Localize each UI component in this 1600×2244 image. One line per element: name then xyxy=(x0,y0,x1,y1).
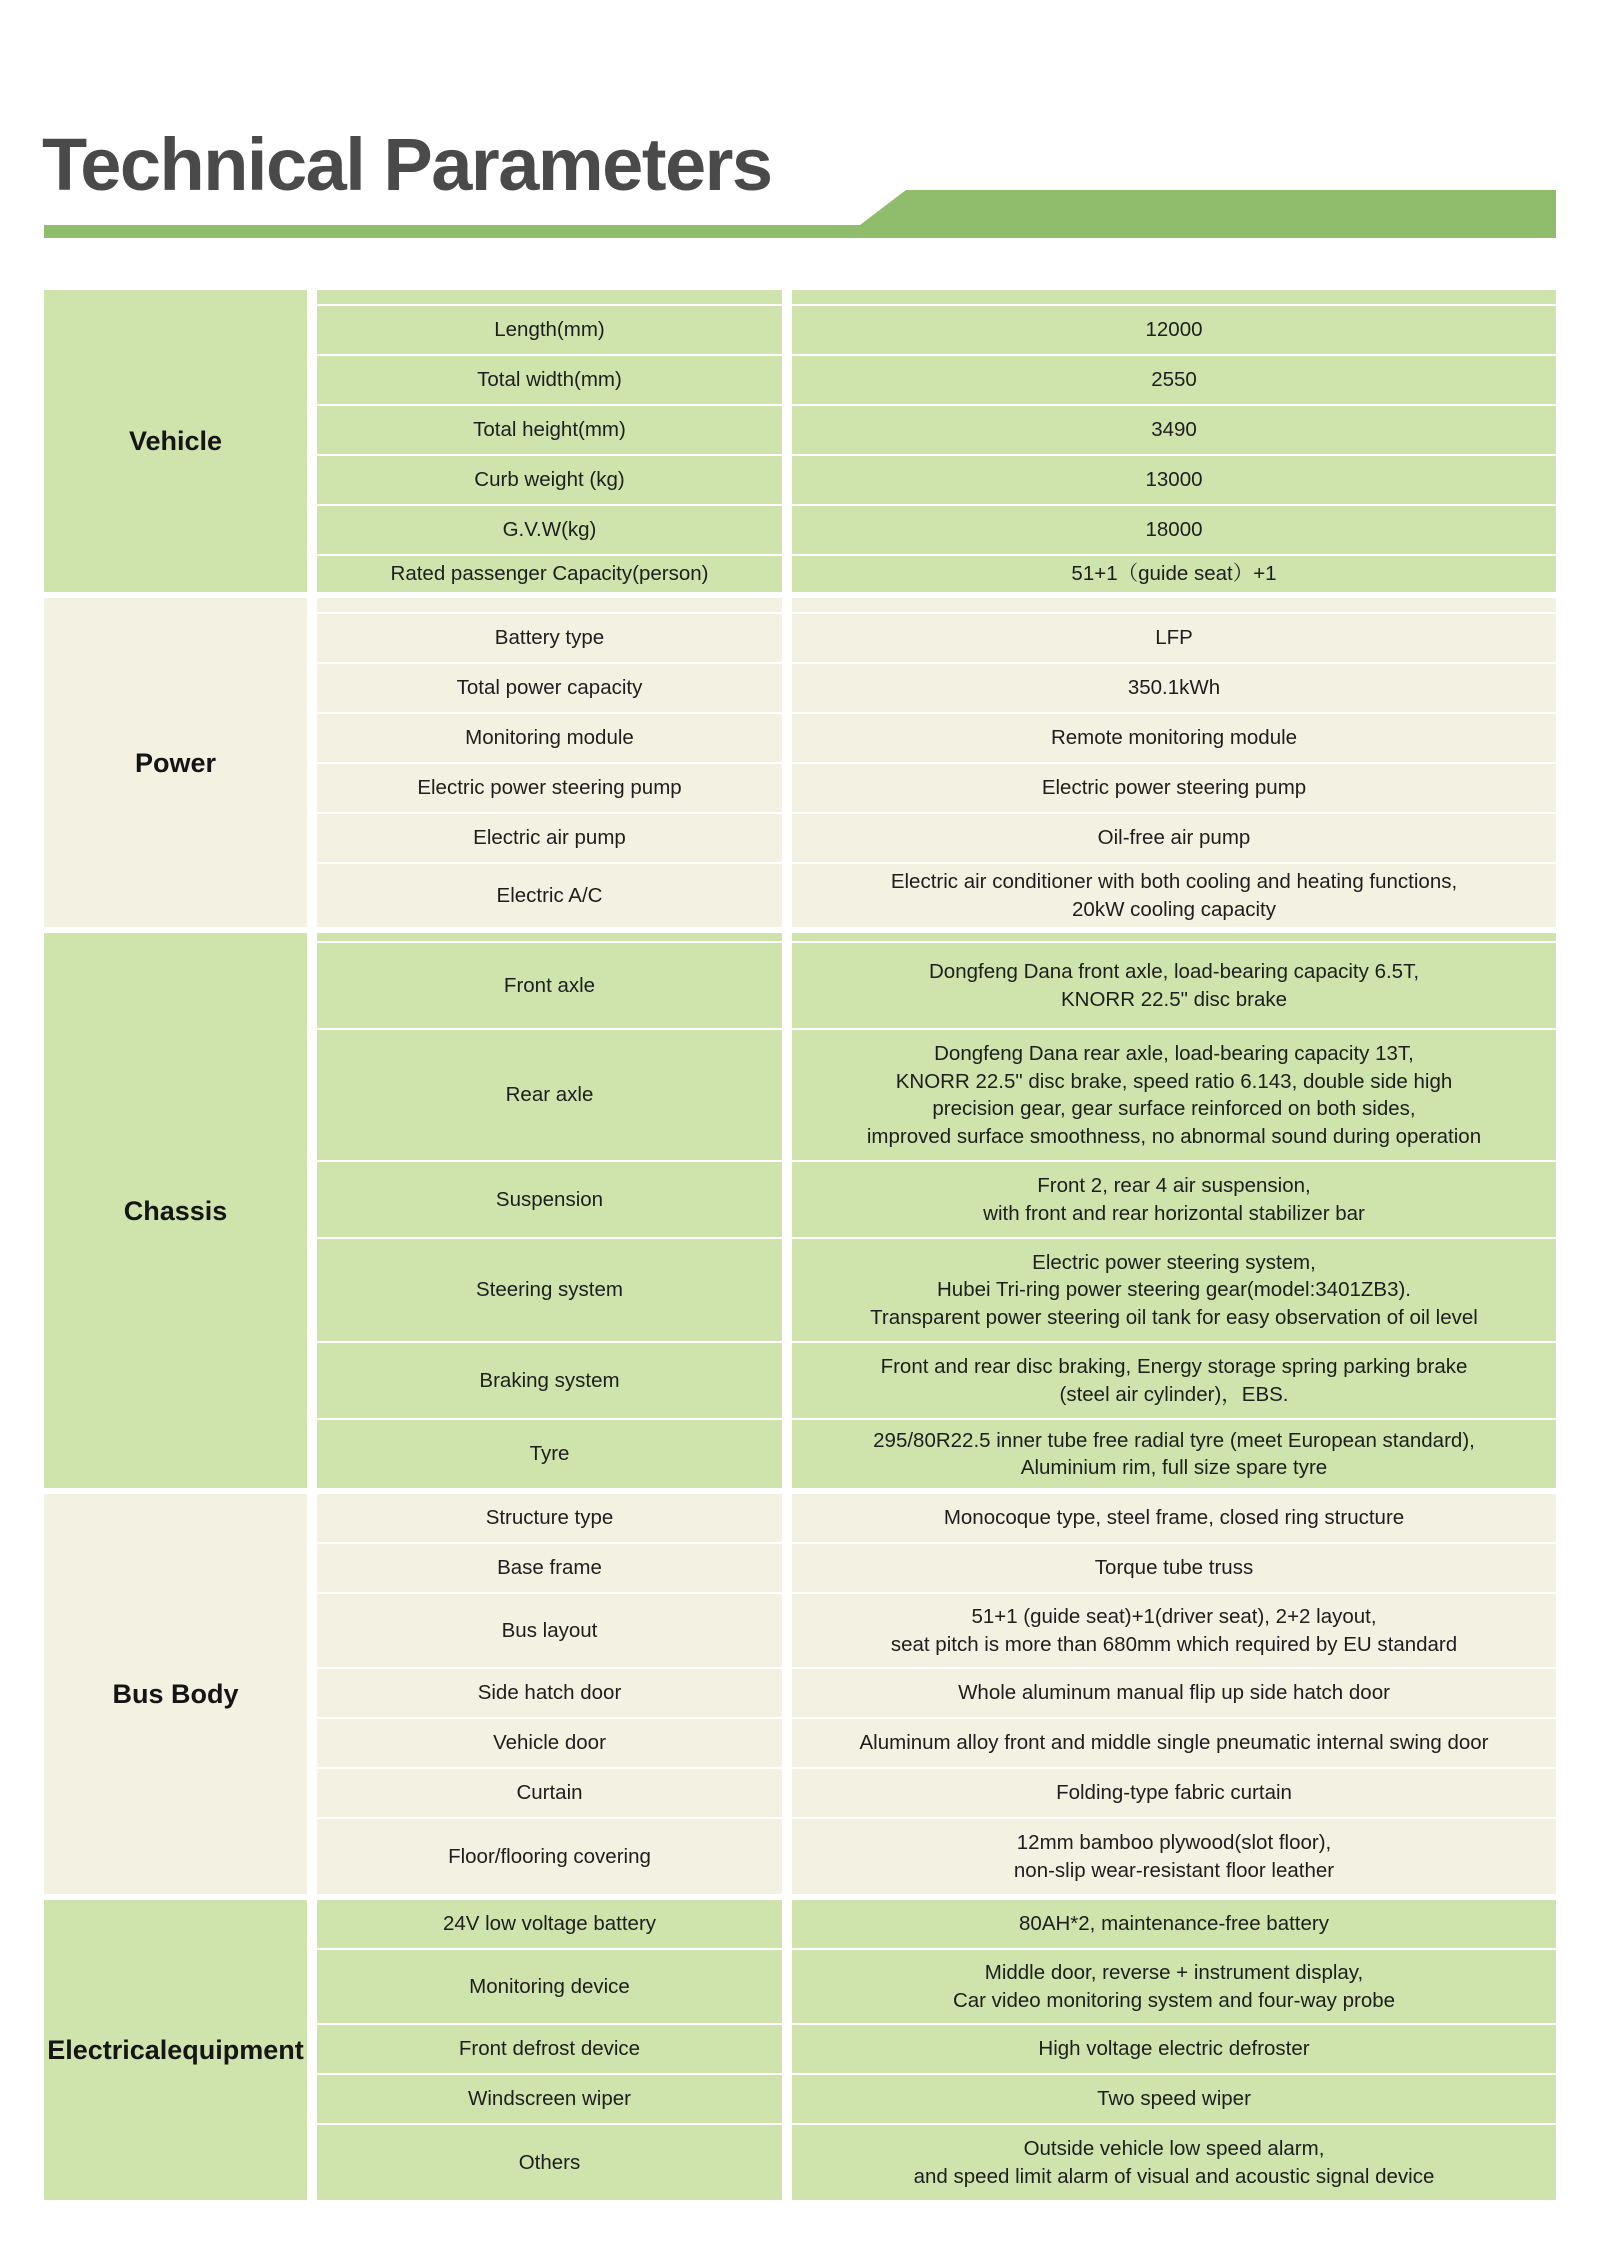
param-value xyxy=(792,356,1556,404)
param-value-line: Front and rear disc braking, Energy storage spring parking brake xyxy=(880,1355,1468,1378)
table-row xyxy=(317,1819,1556,1894)
param-value-line: 51+1（guide seat）+1 xyxy=(1071,562,1277,586)
table-row xyxy=(317,1420,1556,1488)
param-name: Electric A/C xyxy=(317,864,782,927)
table-row xyxy=(317,506,1556,556)
param-name: Structure type xyxy=(317,1494,782,1542)
param-value xyxy=(792,664,1556,712)
param-name: Total height(mm) xyxy=(317,406,782,454)
param-value-line: non-slip wear-resistant floor leather xyxy=(1013,1858,1335,1882)
section-heading xyxy=(44,1900,307,2200)
param-value-line: Electric power steering pump xyxy=(1041,776,1307,800)
section-heading-line: Bus Body xyxy=(112,1679,239,1709)
param-value xyxy=(792,1494,1556,1542)
table-row xyxy=(317,406,1556,456)
param-value-line: Middle door, reverse + instrument display, xyxy=(984,1961,1364,1984)
param-value-line: Transparent power steering oil tank for easy observation of oil level xyxy=(870,1305,1478,1329)
param-name: Bus layout xyxy=(317,1594,782,1667)
param-value-line: KNORR 22.5" disc brake xyxy=(1060,987,1288,1011)
param-value xyxy=(792,1900,1556,1948)
table-row xyxy=(317,943,1556,1030)
param-name: Rear axle xyxy=(317,1030,782,1160)
param-value xyxy=(792,1769,1556,1817)
param-value-line: Front 2, rear 4 air suspension, xyxy=(1037,1174,1311,1197)
title-accent-shape xyxy=(44,190,1556,238)
param-value-line: Aluminum alloy front and middle single pneumatic internal swing door xyxy=(859,1731,1489,1755)
param-value xyxy=(792,814,1556,862)
table-row xyxy=(317,1494,1556,1544)
section-lead-spacer xyxy=(317,933,1556,943)
param-name: Windscreen wiper xyxy=(317,2075,782,2123)
param-value-line: 12000 xyxy=(1145,318,1203,342)
table-row xyxy=(317,1950,1556,2025)
param-value xyxy=(792,764,1556,812)
table-row xyxy=(317,356,1556,406)
param-value xyxy=(792,1162,1556,1237)
title-accent-bar xyxy=(44,190,1556,238)
section-heading-line: equipment xyxy=(167,2035,304,2065)
param-value xyxy=(792,1594,1556,1667)
param-value-line: 12mm bamboo plywood(slot floor), xyxy=(1016,1831,1332,1854)
param-name: Length(mm) xyxy=(317,306,782,354)
param-name: G.V.W(kg) xyxy=(317,506,782,554)
table-row xyxy=(317,1162,1556,1239)
param-value-line: Electric power steering system, xyxy=(1032,1250,1316,1274)
param-value-line: Aluminium rim, full size spare tyre xyxy=(1020,1456,1328,1479)
param-value-line: Remote monitoring module xyxy=(1050,726,1298,750)
param-value-line: Dongfeng Dana rear axle, load-bearing capacity 13T, xyxy=(934,1042,1414,1065)
table-row xyxy=(317,814,1556,864)
param-value xyxy=(792,1343,1556,1418)
param-value-line: Hubei Tri-ring power steering gear(model:3401ZB3). xyxy=(936,1278,1411,1302)
table-row xyxy=(317,2125,1556,2200)
param-value xyxy=(792,614,1556,662)
param-value xyxy=(792,406,1556,454)
table-row xyxy=(317,864,1556,927)
param-value-line: 80AH*2, maintenance-free battery xyxy=(1019,1912,1329,1936)
table-row xyxy=(317,1900,1556,1950)
param-value-line: 51+1 (guide seat)+1(driver seat), 2+2 layout, xyxy=(971,1605,1377,1628)
section-heading xyxy=(44,1494,307,1894)
table-row xyxy=(317,2075,1556,2125)
param-name: Others xyxy=(317,2125,782,2200)
param-value-line: Two speed wiper xyxy=(1097,2087,1251,2111)
param-value-line: 295/80R22.5 inner tube free radial tyre (meet European standard), xyxy=(873,1428,1475,1452)
table-row xyxy=(317,556,1556,592)
param-value xyxy=(792,2125,1556,2200)
param-value-line: 20kW cooling capacity xyxy=(1072,897,1276,921)
spec-table xyxy=(44,290,1556,2206)
param-value-line: High voltage electric defroster xyxy=(1038,2037,1310,2061)
param-value-line: Oil-free air pump xyxy=(1097,826,1251,850)
table-row xyxy=(317,2025,1556,2075)
section-power xyxy=(44,598,1556,927)
param-name: Base frame xyxy=(317,1544,782,1592)
param-value-line: Whole aluminum manual flip up side hatch door xyxy=(958,1681,1390,1705)
param-value-line: 2550 xyxy=(1151,368,1197,392)
section-heading-line: Power xyxy=(134,747,217,778)
param-value xyxy=(792,1239,1556,1341)
param-name: Front axle xyxy=(317,943,782,1028)
page-title: Technical Parameters xyxy=(42,123,772,206)
param-value-line: seat pitch is more than 680mm which required by EU standard xyxy=(890,1632,1458,1656)
table-row xyxy=(317,1769,1556,1819)
table-row xyxy=(317,1343,1556,1420)
param-value xyxy=(792,306,1556,354)
param-value-line: Car video monitoring system and four-way probe xyxy=(952,1988,1396,2012)
param-value-line: (steel air cylinder)，EBS. xyxy=(1059,1382,1289,1406)
param-value-line: LFP xyxy=(1155,626,1193,650)
param-name: Electric power steering pump xyxy=(317,764,782,812)
section-heading xyxy=(44,290,307,592)
param-name: Vehicle door xyxy=(317,1719,782,1767)
param-name: Monitoring module xyxy=(317,714,782,762)
table-row xyxy=(317,306,1556,356)
param-value-line: 13000 xyxy=(1145,468,1203,492)
table-row xyxy=(317,1594,1556,1669)
param-value-line: Monocoque type, steel frame, closed ring structure xyxy=(943,1506,1405,1530)
param-name: Total power capacity xyxy=(317,664,782,712)
param-value-line: Dongfeng Dana front axle, load-bearing capacity 6.5T, xyxy=(928,960,1420,983)
section-vehicle xyxy=(44,290,1556,592)
param-value-line: 350.1kWh xyxy=(1127,676,1221,700)
table-row xyxy=(317,714,1556,764)
param-value xyxy=(792,2075,1556,2123)
param-value xyxy=(792,456,1556,504)
section-lead-spacer xyxy=(317,598,1556,614)
param-value-line: Torque tube truss xyxy=(1094,1556,1254,1580)
param-value-line: KNORR 22.5" disc brake, speed ratio 6.143, double side high xyxy=(895,1069,1453,1093)
param-value xyxy=(792,714,1556,762)
param-name: Floor/flooring covering xyxy=(317,1819,782,1894)
param-value xyxy=(792,1544,1556,1592)
section-electrical-equipment xyxy=(44,1900,1556,2200)
section-heading xyxy=(44,933,307,1488)
param-value xyxy=(792,506,1556,554)
table-row xyxy=(317,1719,1556,1769)
param-value xyxy=(792,1669,1556,1717)
param-name: Curtain xyxy=(317,1769,782,1817)
table-row xyxy=(317,614,1556,664)
param-name: Total width(mm) xyxy=(317,356,782,404)
param-value xyxy=(792,864,1556,927)
param-value xyxy=(792,1030,1556,1160)
section-bus-body xyxy=(44,1494,1556,1894)
param-value-line: and speed limit alarm of visual and acoustic signal device xyxy=(913,2164,1435,2188)
table-row xyxy=(317,1544,1556,1594)
param-value-line: Outside vehicle low speed alarm, xyxy=(1023,2137,1325,2160)
param-name: Battery type xyxy=(317,614,782,662)
param-value xyxy=(792,1420,1556,1488)
section-heading-line: Electrical xyxy=(47,2035,168,2065)
param-name: 24V low voltage battery xyxy=(317,1900,782,1948)
param-value-line: Folding-type fabric curtain xyxy=(1056,1781,1292,1805)
param-name: Braking system xyxy=(317,1343,782,1418)
param-value-line: with front and rear horizontal stabilizer bar xyxy=(983,1201,1365,1225)
param-value xyxy=(792,1719,1556,1767)
section-heading-line: Chassis xyxy=(123,1195,228,1226)
param-name: Rated passenger Capacity(person) xyxy=(317,556,782,592)
param-name: Front defrost device xyxy=(317,2025,782,2073)
section-lead-spacer xyxy=(317,290,1556,306)
param-name: Side hatch door xyxy=(317,1669,782,1717)
param-value-line: 18000 xyxy=(1145,518,1203,542)
table-row xyxy=(317,1669,1556,1719)
param-name: Electric air pump xyxy=(317,814,782,862)
section-chassis xyxy=(44,933,1556,1488)
table-row xyxy=(317,764,1556,814)
param-value xyxy=(792,1950,1556,2023)
param-value-line: Electric air conditioner with both cooling and heating functions, xyxy=(890,870,1458,893)
param-value xyxy=(792,1819,1556,1894)
section-heading xyxy=(44,598,307,927)
param-name: Curb weight (kg) xyxy=(317,456,782,504)
section-heading-line: Vehicle xyxy=(128,426,223,456)
table-row xyxy=(317,1030,1556,1162)
param-name: Suspension xyxy=(317,1162,782,1237)
param-name: Steering system xyxy=(317,1239,782,1341)
param-value xyxy=(792,556,1556,592)
param-name: Tyre xyxy=(317,1420,782,1488)
param-value-line: precision gear, gear surface reinforced on both sides, xyxy=(932,1097,1416,1120)
table-row xyxy=(317,456,1556,506)
param-name: Monitoring device xyxy=(317,1950,782,2023)
param-value-line: 3490 xyxy=(1151,418,1197,442)
param-value-line: improved surface smoothness, no abnormal sound during operation xyxy=(866,1124,1482,1148)
param-value xyxy=(792,2025,1556,2073)
table-row xyxy=(317,1239,1556,1343)
param-value xyxy=(792,943,1556,1028)
table-row xyxy=(317,664,1556,714)
